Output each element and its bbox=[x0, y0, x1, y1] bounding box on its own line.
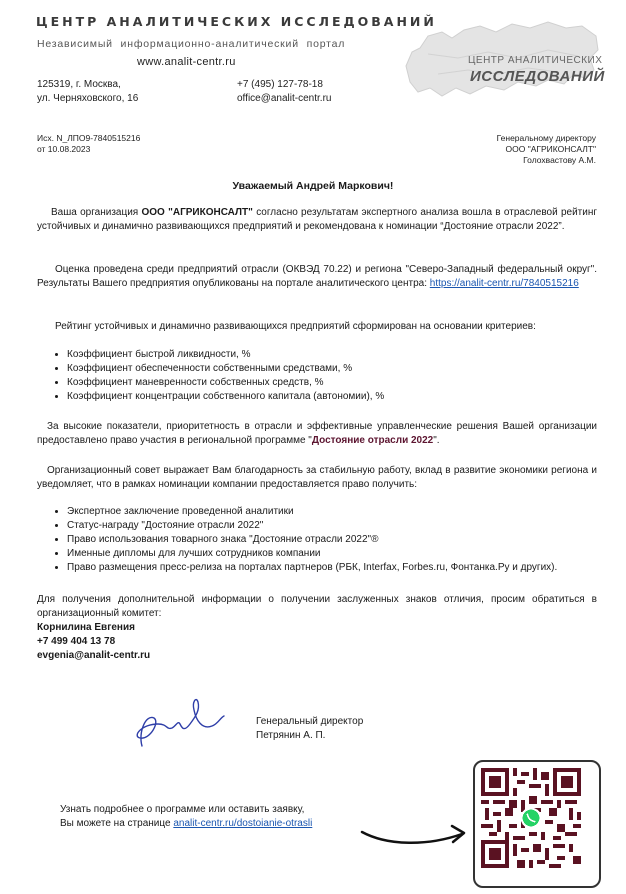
header-email[interactable]: office@analit-centr.ru bbox=[237, 93, 332, 104]
p1-text-a: Ваша организация bbox=[51, 207, 142, 218]
results-link[interactable]: https://analit-centr.ru/7840515216 bbox=[429, 278, 579, 289]
list-item: • Именные дипломы для лучших сотрудников компании bbox=[67, 547, 607, 561]
paragraph-1 bbox=[37, 206, 597, 234]
list-item: • Статус-награду "Достояние отрасли 2022" bbox=[67, 519, 607, 533]
phone-email bbox=[237, 78, 331, 106]
org-subtitle: Независимый информационно-аналитический портал bbox=[37, 38, 346, 50]
address-line1: 125319, г. Москва, bbox=[37, 79, 121, 90]
ref-block bbox=[37, 133, 140, 155]
greeting: Уважаемый Андрей Маркович! bbox=[232, 180, 394, 192]
recipient-line2: ООО "АГРИКОНСАЛТ" bbox=[505, 144, 596, 154]
list-item: • Коэффициент быстрой ликвидности, % bbox=[67, 348, 597, 362]
logo bbox=[398, 14, 604, 104]
recipient-block bbox=[497, 133, 596, 166]
contact-phone[interactable]: +7 499 404 13 78 bbox=[37, 636, 116, 647]
paragraph-3 bbox=[55, 320, 595, 334]
qr-code[interactable] bbox=[473, 760, 601, 888]
signer-title: Генеральный директор bbox=[256, 716, 364, 727]
recipient-line3: Голохвастову А.М. bbox=[523, 155, 596, 165]
signer-name: Петрянин А. П. bbox=[256, 730, 326, 741]
contact-email[interactable]: evgenia@analit-centr.ru bbox=[37, 650, 151, 661]
logo-line2: ИССЛЕДОВАНИЙ bbox=[470, 68, 605, 85]
qr-code-icon bbox=[481, 768, 581, 868]
paragraph-4 bbox=[37, 420, 597, 448]
list-item: • Право размещения пресс-релиза на порталах партнеров (РБК, Interfax, Forbes.ru, Фонтанка.Ру и других). bbox=[67, 561, 607, 575]
contact-name: Корнилина Евгения bbox=[37, 622, 135, 633]
address bbox=[37, 78, 138, 106]
p1-text-b: согласно результатам экспертного анализа вошла в отраслевой рейтинг устойчивых и динамично развивающихся предприятий и рекомендована к номинации “Достояние отрасли 2022”. bbox=[37, 207, 598, 232]
p2-text: Оценка проведена среди предприятий отрасли (ОКВЭД 70.22) и региона "Северо-Западный федеральный округ". Результаты Вашего предприятия опубликованы на портале аналитического центра: bbox=[37, 264, 597, 289]
paragraph-5 bbox=[37, 464, 597, 492]
arrow bbox=[358, 812, 470, 852]
program-name: Достояние отрасли 2022 bbox=[311, 435, 434, 446]
p6-text: Для получения дополнительной информации о получении заслуженных знаков отличия, просим обратиться в организационный комитет: bbox=[37, 594, 597, 619]
org-title: ЦЕНТР АНАЛИТИЧЕСКИХ ИССЛЕДОВАНИЙ bbox=[36, 14, 437, 29]
footer-line2-prefix: Вы можете на странице bbox=[60, 818, 174, 829]
paragraph-2 bbox=[37, 263, 597, 291]
ref-date: от 10.08.2023 bbox=[37, 144, 91, 154]
footer bbox=[60, 803, 312, 831]
address-line2: ул. Черняховского, 16 bbox=[37, 93, 139, 104]
signature-icon bbox=[120, 688, 230, 758]
signer-block bbox=[256, 715, 363, 743]
program-page-link[interactable]: analit-centr.ru/dostoianie-otrasli bbox=[173, 818, 313, 829]
list-item: • Коэффициент обеспеченности собственными средствами, % bbox=[67, 362, 597, 376]
list-item: • Коэффициент концентрации собственного капитала (автономии), % bbox=[67, 390, 597, 404]
list-item: • Коэффициент маневренности собственных средств, % bbox=[67, 376, 597, 390]
p3-text: Рейтинг устойчивых и динамично развивающихся предприятий сформирован на основании критериев: bbox=[55, 321, 536, 332]
p4-text-a: За высокие показатели, приоритетность в отрасли и эффективные управленческие решения Вашей организации предоставлено право участия в региональной программе " bbox=[37, 421, 597, 446]
signature bbox=[120, 688, 230, 758]
logo-line1: ЦЕНТР АНАЛИТИЧЕСКИХ bbox=[468, 55, 603, 66]
p4-text-b: ". bbox=[433, 435, 440, 446]
header-phone: +7 (495) 127-78-18 bbox=[237, 79, 323, 90]
rights-list bbox=[37, 505, 607, 575]
criteria-list bbox=[37, 348, 597, 404]
recipient-line1: Генеральному директору bbox=[496, 133, 596, 143]
footer-line1: Узнать подробнее о программе или оставить заявку, bbox=[60, 804, 305, 815]
ref-number: Исх. N_ЛПО9-7840515216 bbox=[37, 133, 141, 143]
website-text[interactable]: www.analit-centr.ru bbox=[137, 56, 236, 68]
arrow-right-icon bbox=[358, 812, 470, 852]
paragraph-6 bbox=[37, 593, 597, 663]
list-item: • Право использования товарного знака "Достояние отрасли 2022"® bbox=[67, 533, 607, 547]
company-name: ООО "АГРИКОНСАЛТ" bbox=[141, 207, 253, 218]
list-item: • Экспертное заключение проведенной аналитики bbox=[67, 505, 607, 519]
p5-text: Организационный совет выражает Вам благодарность за стабильную работу, вклад в развитие экономики региона и уведомляет, что в рамках номинации компании предоставляется право получить: bbox=[37, 465, 597, 490]
